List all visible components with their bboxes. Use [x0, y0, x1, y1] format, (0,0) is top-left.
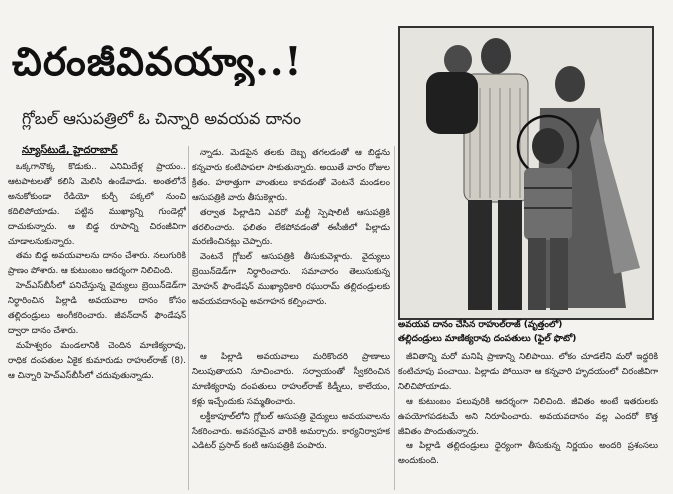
paragraph: తమ బిడ్డ అవయవాలను దానం చేశారు. నలుగురికి ప్రాణం పోశారు. ఆ కుటుంబం ఆదర్శంగా నిలిచింది.	[8, 251, 186, 277]
article-column-2-lower	[192, 350, 390, 490]
column-divider	[188, 146, 189, 490]
article-column-3	[398, 350, 658, 490]
paragraph: ఆ కుటుంబం పలువురికి ఆదర్శంగా నిలిచింది. జీవితం అంటే ఇతరులకు ఉపయోగపడటమే అని నిరూపించారు. అవయవదానం వల్ల ఎందరో కొత్త జీవితం పొందుతున్నారు.	[398, 396, 658, 437]
paragraph: తర్వాత పిల్లాడిని ఎవరో మల్టీ స్పెషాలిటీ ఆసుపత్రికి తరలించారు. ఫలితం లేకపోవడంతో ఈసీజీలో పిల్లాడు మరణించినట్లు చెప్పారు.	[192, 207, 390, 248]
family-photo	[398, 26, 654, 320]
paragraph: న్నాడు. మెడపైన తలకు దెబ్బ తగలడంతో ఆ బిడ్డను కన్నవారు కంటిపాపలా సాకుతున్నారు. అయితే వారం రోజుల క్రితం. హఠాత్తుగా వాంతులు కావడంతో వెంటనే మండలం ఆసుపత్రికి వారు తీసుకెళ్లారు.	[192, 148, 390, 203]
paragraph: ఒక్కగానొక్క కొడుకు.. ఎనిమిదేళ్ల ప్రాయం.. ఆటపాటలతో కలిసి మెలిసి ఉండేవాడు. అంతలోనే అనుకోకుండా రేడియో కుర్చీ పక్కలో నుంచి కదిలిపోయాడు. పట్టిన ముఖ్యాన్ని గుండెల్లో దాచుకున్నారు. ఆ బిడ్డ రూపాన్ని చిరంజీవిగా చూడాలనుకున్నారు.	[8, 162, 186, 247]
column-divider	[394, 146, 395, 490]
caption-line-1: అవయవ దానం చేసిన రాహుల్‌రాజ్ (వృత్తంలో)	[398, 320, 563, 330]
headline: చిరంజీవివయ్యా..!	[12, 39, 303, 85]
photo-caption	[398, 318, 654, 346]
paragraph: హెచ్‌ఎస్‌బీసీలో పనిచేస్తున్న వైద్యులు బ్రెయిన్‌డెడ్‌గా నిర్ధారించిన పిల్లాడి అవయవాల దానం కోసం తల్లిదండ్రులు అంగీకరించారు. జీవన్‌దాన్ ఫౌండేషన్ ద్వారా దానం చేశారు.	[8, 281, 186, 336]
family-photo-illustration	[400, 28, 652, 318]
paragraph: మహేశ్వరం మండలానికి చెందిన మాణిక్యరావు, రాధిక దంపతుల ఏకైక కుమారుడు రాహుల్‌రాజ్ (8). ఆ చిన్నారి హెచ్‌ఎస్‌బీసీలో చదువుతున్నాడు.	[8, 340, 186, 381]
subheadline: గ్లోబల్ ఆసుపత్రిలో ఓ చిన్నారి అవయవ దానం	[22, 109, 301, 128]
paragraph: ఆ పిల్లాడి తల్లిదండ్రులు ధైర్యంగా తీసుకున్న నిర్ణయం అందరి ప్రశంసలు అందుకుంది.	[398, 441, 658, 467]
paragraph: జీవితాన్ని మరో మనిషి ప్రాణాన్ని నిలిపాయి. లోకం చూడలేని మరో ఇద్దరికి కంటిచూపు పంచాయి. పిల్లాడు పోయినా ఆ కన్నవారి హృదయంలో చిరంజీవిగా నిలిచిపోయాడు.	[398, 352, 658, 392]
article-column-1	[8, 160, 186, 490]
paragraph: వెంటనే గ్లోబల్ ఆసుపత్రికి తీసుకువెళ్లారు. వైద్యులు బ్రెయిన్‌డెడ్‌గా నిర్ధారించారు. సమాచారం తెలుసుకున్న మోహన్ ఫౌండేషన్ ముఖ్యాధికారి రఘురామ్ తల్లిదండ్రులకు అవయవదానంపై అవగాహన కల్పించారు.	[192, 252, 390, 308]
paragraph: ఆ పిల్లాడి అవయవాలు మరికొందరి ప్రాణాలు నిలుపుతాయని సూచించారు. సర్వాయంతో స్వీకరించిన మాణిక్యరావు దంపతులు రాహుల్‌రాజ్ కిడ్నీలు, కాలేయం, కళ్లు ఇచ్చేందుకు సమ్మతించారు.	[192, 352, 390, 407]
caption-line-2: తల్లిదండ్రులు మాణిక్యరావు దంపతులు (ఫైల్ ఫొటో)	[398, 334, 577, 344]
article-column-2	[192, 146, 390, 346]
byline: న్యూస్‌టుడే, హైదరాబాద్	[22, 145, 118, 156]
paragraph: లక్డీకాపూల్‌లోని గ్లోబల్ ఆసుపత్రి వైద్యులు అవయవాలను సేకరించారు. అవసరమైన వారికి అమర్చారు. కార్యనిర్వాహక ఎడిటర్ ప్రసాద్ కంటి ఆసుపత్రికి పంపారు.	[192, 411, 390, 452]
